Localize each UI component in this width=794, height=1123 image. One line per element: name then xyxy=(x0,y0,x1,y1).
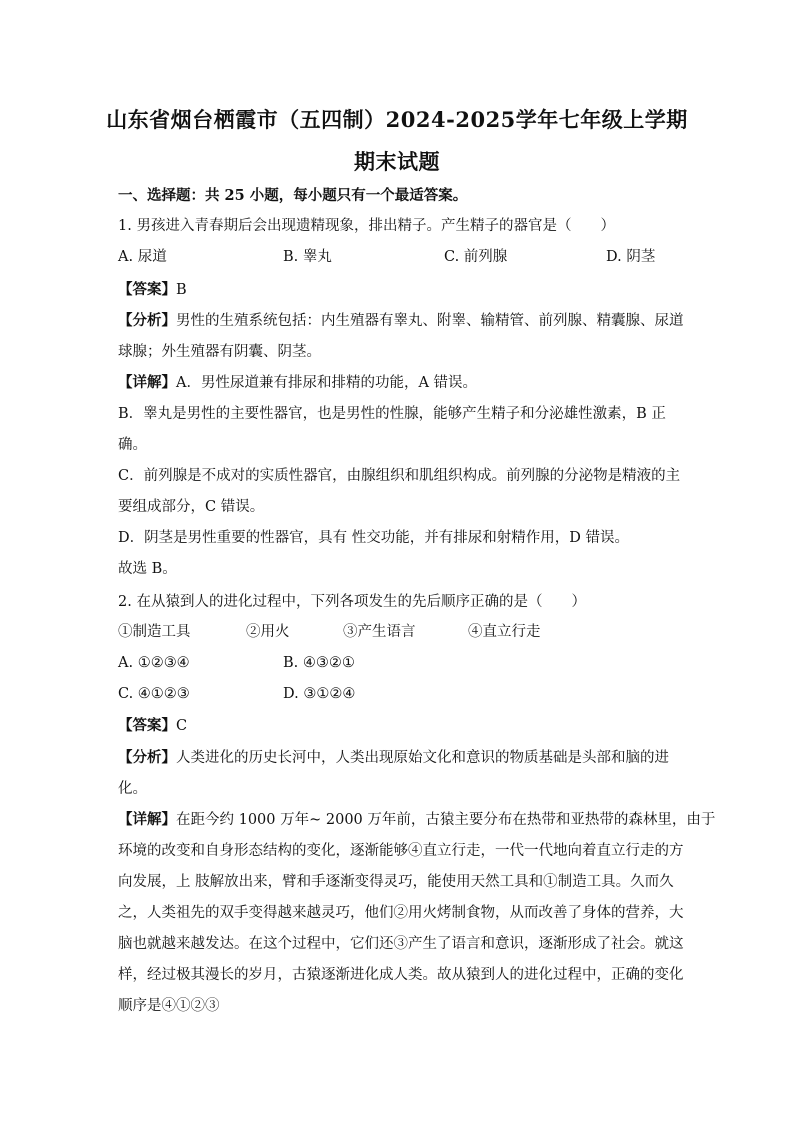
q2-stem: 2. 在从猿到人的进化过程中，下列各项发生的先后顺序正确的是（ ） xyxy=(118,594,586,610)
q2-option-c: C. ④①②③ xyxy=(118,686,190,702)
q1-detail-d: D．阴茎是男性重要的性器官，具有 性交功能，并有排尿和射精作用，D 错误。 xyxy=(118,530,629,546)
q1-detail-c-line1: C．前列腺是不成对的实质性器官，由腺组织和肌组织构成。前列腺的分泌物是精液的主 xyxy=(118,468,681,484)
q2-detail-line1 xyxy=(118,810,716,830)
q1-option-b: B. 睾丸 xyxy=(283,249,332,265)
q2-item-3: ③产生语言 xyxy=(343,624,416,640)
section-heading: 一、选择题：共 25 小题，每小题只有一个最适答案。 xyxy=(118,187,468,204)
q2-detail-line6: 样，经过极其漫长的岁月，古猿逐渐进化成人类。故从猿到人的进化过程中，正确的变化 xyxy=(118,967,684,983)
q1-detail-b-line1: B．睾丸是男性的主要性器官，也是男性的性腺，能够产生精子和分泌雄性激素，B 正 xyxy=(118,406,666,422)
q2-detail-line2: 环境的改变和自身形态结构的变化，逐渐能够④直立行走，一代一代地向着直立行走的方 xyxy=(118,843,684,859)
q1-analysis-line1 xyxy=(118,311,684,331)
doc-title-line2: 期末试题 xyxy=(354,149,440,174)
q1-answer xyxy=(118,280,678,300)
q2-option-d: D. ③①②④ xyxy=(283,686,356,702)
q1-detail-c-line2: 要组成部分，C 错误。 xyxy=(118,499,265,515)
q2-answer xyxy=(118,716,678,736)
answer-tag: 【答案】 xyxy=(118,281,176,298)
q2-detail-line7: 顺序是④①②③ xyxy=(118,998,220,1014)
q1-option-c: C. 前列腺 xyxy=(444,249,508,265)
analysis-tag: 【分析】 xyxy=(118,749,176,766)
q2-item-2: ②用火 xyxy=(246,624,290,640)
q1-option-d: D. 阴茎 xyxy=(606,249,656,265)
q2-detail-line4: 之，人类祖先的双手变得越来越灵巧，他们②用火烤制食物，从而改善了身体的营养，大 xyxy=(118,905,684,921)
q1-detail-b-line2: 确。 xyxy=(118,437,147,453)
q1-conclusion: 故选 B。 xyxy=(118,561,177,577)
q1-option-a: A. 尿道 xyxy=(118,249,167,265)
q1-detail-a xyxy=(118,373,678,393)
q2-item-1: ①制造工具 xyxy=(118,624,191,640)
q2-option-b: B. ④③②① xyxy=(283,655,355,671)
analysis-text: 男性的生殖系统包括：内生殖器有睾丸、附睾、输精管、前列腺、精囊腺、尿道 xyxy=(176,313,684,329)
detail-tag: 【详解】 xyxy=(118,811,176,828)
analysis-text: 人类进化的历史长河中，人类出现原始文化和意识的物质基础是头部和脑的进 xyxy=(176,750,669,766)
q2-analysis-line2: 化。 xyxy=(118,781,147,797)
answer-value: C xyxy=(176,718,188,734)
q2-detail-line5: 脑也就越来越发达。在这个过程中，它们还③产生了语言和意识，逐渐形成了社会。就这 xyxy=(118,936,684,952)
doc-title-line1: 山东省烟台栖霞市（五四制）2024-2025学年七年级上学期 xyxy=(106,107,688,132)
q2-item-4: ④直立行走 xyxy=(468,624,541,640)
answer-value: B xyxy=(176,282,187,298)
detail-tag: 【详解】 xyxy=(118,374,176,391)
q2-option-a: A. ①②③④ xyxy=(118,655,190,671)
analysis-tag: 【分析】 xyxy=(118,312,176,329)
answer-tag: 【答案】 xyxy=(118,717,176,734)
detail-text: A．男性尿道兼有排尿和排精的功能，A 错误。 xyxy=(176,375,478,391)
detail-text: 在距今约 1000 万年~ 2000 万年前，古猿主要分布在热带和亚热带的森林里，由于 xyxy=(176,812,716,828)
q2-analysis-line1 xyxy=(118,748,678,768)
q1-analysis-line2: 球腺；外生殖器有阴囊、阴茎。 xyxy=(118,344,321,360)
q1-stem: 1. 男孩进入青春期后会出现遗精现象，排出精子。产生精子的器官是（ ） xyxy=(118,218,615,234)
q2-detail-line3: 向发展，上 肢解放出来，臂和手逐渐变得灵巧，能使用天然工具和①制造工具。久而久 xyxy=(118,874,674,890)
